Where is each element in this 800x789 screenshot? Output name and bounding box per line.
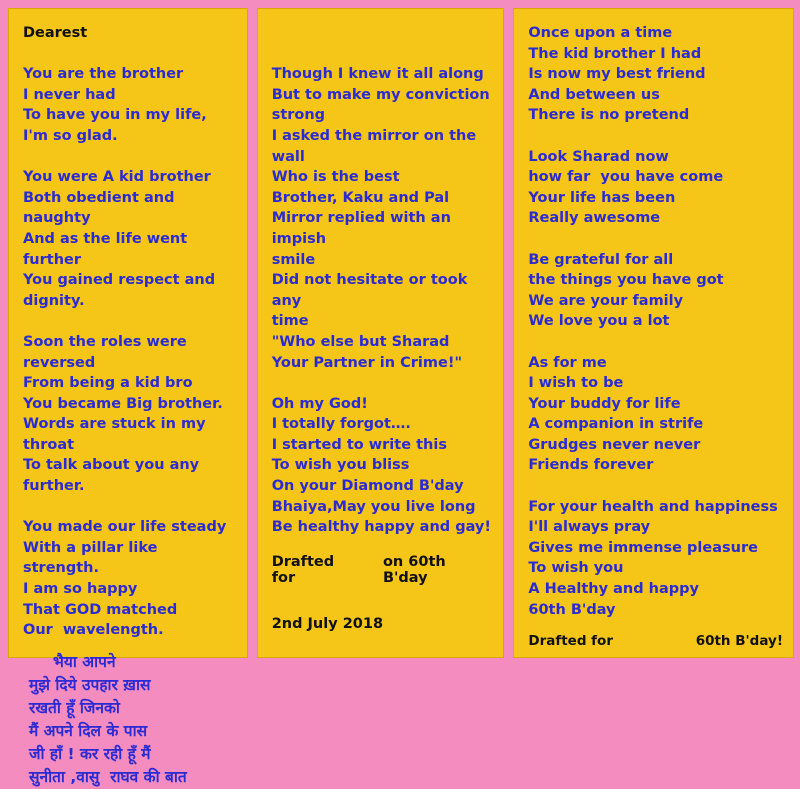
poem-line: Words are stuck in my throat [23, 416, 211, 453]
poem-line: A companion in strife [528, 416, 704, 433]
footer-row [528, 633, 783, 649]
poem-line: As for me [528, 354, 607, 371]
spacer [272, 373, 494, 394]
poem-line: With a pillar like strength. [23, 539, 163, 577]
poem-line: I totally forgot…. [271, 416, 411, 433]
poem-column-3 [513, 8, 794, 658]
poem-line: I started to write this [271, 436, 447, 453]
poem-line: Once upon a time [528, 25, 673, 41]
hindi-line: मैं अपने दिल के पास [29, 721, 148, 740]
poem-line: A Healthy and happy [528, 581, 699, 598]
poem-line: Be healthy happy and gay! [271, 519, 491, 536]
spacer [528, 229, 783, 250]
hindi-line: रखती हूँ जिनको [29, 698, 120, 717]
poem-line: Both obedient and naughty [23, 189, 180, 227]
poem-line: That GOD matched [23, 601, 178, 618]
spacer [272, 44, 494, 65]
poem-line: time [271, 313, 309, 330]
spacer [528, 126, 783, 147]
poem-line: Is now my best friend [528, 66, 706, 83]
poem-line: On your Diamond B'day [271, 478, 464, 495]
poem-line: I never had [23, 86, 116, 103]
spacer [23, 311, 237, 332]
poem-line: Your Partner in Crime!" [271, 354, 463, 371]
poem-line: Really awesome [528, 210, 661, 227]
poem-line: To talk about you any further. [23, 457, 205, 495]
footer-drafted-for: Drafted for [528, 633, 613, 649]
poem-line: To wish you [528, 560, 624, 577]
poem-line: Our wavelength. [23, 622, 164, 639]
drafted-for-label: Drafted for [271, 553, 335, 586]
poem-line: There is no pretend [528, 107, 690, 124]
poem-line: To wish you bliss [271, 457, 410, 474]
poem-line: You were A kid brother [23, 169, 211, 186]
poem-line: You are the brother [23, 66, 184, 83]
poem-line: I wish to be [528, 375, 624, 392]
drafted-for-row [272, 554, 494, 586]
poem-line: 60th B'day [528, 601, 616, 618]
poem-line: To have you in my life, [23, 107, 207, 124]
poem-line: I'm so glad. [23, 127, 118, 144]
poem-line: Who is the best [271, 169, 400, 186]
poem-line: You became Big brother. [23, 395, 223, 412]
poem-line: Friends forever [528, 457, 654, 474]
poem-line: You gained respect and dignity. [23, 272, 221, 309]
hindi-line: जी हाँ ! कर रही हूँ मैं [29, 744, 151, 763]
poem-line: Though I knew it all along [271, 66, 484, 83]
poem-line: the things you have got [528, 272, 724, 289]
poem-line: Bhaiya,May you live long [271, 498, 476, 515]
spacer [272, 23, 494, 44]
poem-line: Mirror replied with an impish [271, 210, 456, 247]
poem-line: Soon the roles were reversed [23, 333, 192, 371]
poem-line: how far you have come [528, 169, 724, 186]
poem-line: strong [271, 107, 326, 124]
poem-line: We are your family [528, 292, 684, 309]
poem-line: I am so happy [23, 581, 138, 598]
spacer [23, 44, 237, 65]
poem-line: smile [271, 251, 316, 268]
hindi-line: सुनीता ,वासु राघव की बात [29, 767, 187, 786]
poem-line: You made our life steady [23, 519, 227, 536]
poem-line: I'll always pray [528, 519, 651, 536]
poem-line: I asked the mirror on the wall [271, 127, 482, 165]
poem-line: We love you a lot [528, 313, 670, 330]
spacer [23, 497, 237, 518]
hindi-stanza [23, 651, 237, 789]
hindi-line: भैया आपने [53, 652, 116, 671]
poem-line: And between us [528, 86, 660, 103]
drafted-for-occasion: on 60th B'day [382, 553, 446, 586]
spacer [23, 147, 237, 168]
poem-line: Brother, Kaku and Pal [271, 189, 450, 206]
poem-column-1 [8, 8, 248, 786]
poem-line: But to make my conviction [271, 86, 490, 103]
poem-line: Grudges never never [528, 436, 701, 453]
footer-occasion: 60th B'day! [695, 633, 783, 649]
poem-line: From being a kid bro [23, 375, 193, 392]
poem-line: Oh my God! [271, 395, 368, 412]
poem-line: Did not hesitate or took any [271, 272, 473, 309]
poem-line: "Who else but Sharad [271, 333, 450, 350]
hindi-line: मुझे दिये उपहार ख़ास [29, 675, 151, 694]
poem-line: Be grateful for all [528, 251, 674, 268]
poem-line: And as the life went further [23, 230, 193, 268]
poem-column-2 [257, 8, 505, 658]
poem-line: Your buddy for life [528, 395, 681, 412]
poem-line: Gives me immense pleasure [528, 539, 758, 556]
spacer [528, 476, 783, 497]
poem-line: The kid brother I had [528, 45, 702, 62]
poem-line: For your health and happiness [528, 498, 778, 515]
poem-line: Your life has been [528, 189, 676, 206]
salutation: Dearest [23, 25, 88, 41]
spacer [528, 332, 783, 353]
date-text: 2nd July 2018 [271, 615, 384, 632]
poem-line: Look Sharad now [528, 148, 669, 165]
